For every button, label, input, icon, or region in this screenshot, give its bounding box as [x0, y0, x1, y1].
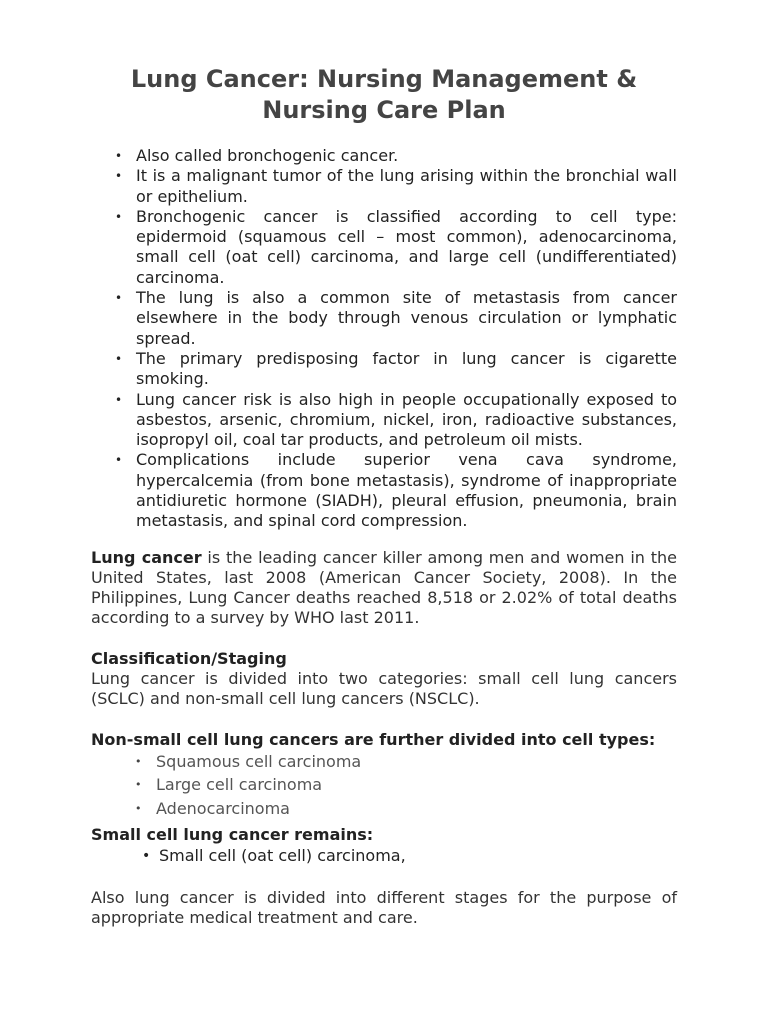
list-item: • Bronchogenic cancer is classified according to cell type: epidermoid (squamous cell – most common), adenocarcinoma, small cell (oat cell) carcinoma, and large cell (undifferentiated) carcinoma.	[136, 207, 677, 288]
intro-bold-term: Lung cancer	[91, 547, 202, 567]
list-item: • Complications include superior vena cava syndrome, hypercalcemia (from bone metastasis), syndrome of inappropriate antidiuretic hormone (SIADH), pleural effusion, pneumonia, brain metastasis, and spinal cord compression.	[136, 450, 677, 531]
classification-heading: Classification/Staging	[91, 648, 287, 668]
list-item: • Lung cancer risk is also high in people occupationally exposed to asbestos, arsenic, chromium, nickel, iron, radioactive substances, isopropyl oil, coal tar products, and petroleum oil mists.	[136, 390, 677, 451]
intro-paragraph	[91, 548, 677, 628]
list-item: • Also called bronchogenic cancer.	[136, 146, 677, 166]
list-item: • Adenocarcinoma	[156, 797, 677, 821]
list-item: • It is a malignant tumor of the lung arising within the bronchial wall or epithelium.	[136, 166, 677, 207]
list-item: • The lung is also a common site of metastasis from cancer elsewhere in the body through venous circulation or lymphatic spread.	[136, 288, 677, 349]
list-item: • Large cell carcinoma	[156, 773, 677, 797]
key-points-list	[91, 146, 677, 532]
list-item: • The primary predisposing factor in lung cancer is cigarette smoking.	[136, 349, 677, 390]
stages-paragraph: Also lung cancer is divided into different stages for the purpose of appropriate medical treatment and care.	[91, 888, 677, 928]
nsclc-types-list	[91, 750, 677, 821]
list-item: • Small cell (oat cell) carcinoma,	[159, 845, 677, 867]
list-item: • Squamous cell carcinoma	[156, 750, 677, 774]
nsclc-heading: Non-small cell lung cancers are further divided into cell types:	[91, 729, 656, 749]
sclc-heading: Small cell lung cancer remains:	[91, 825, 374, 845]
sclc-types-list	[91, 845, 677, 867]
page-title: Lung Cancer: Nursing Management & Nursing Care Plan	[130, 65, 638, 124]
intro-text: is the leading cancer killer among men and women in the United States, last 2008 (American Cancer Society, 2008). In the Philippines, Lung Cancer deaths reached 8,518 or 2.02% of total deaths according to a survey by WHO last 2011.	[91, 547, 677, 627]
classification-paragraph: Lung cancer is divided into two categories: small cell lung cancers (SCLC) and non-small cell lung cancers (NSCLC).	[91, 668, 677, 708]
